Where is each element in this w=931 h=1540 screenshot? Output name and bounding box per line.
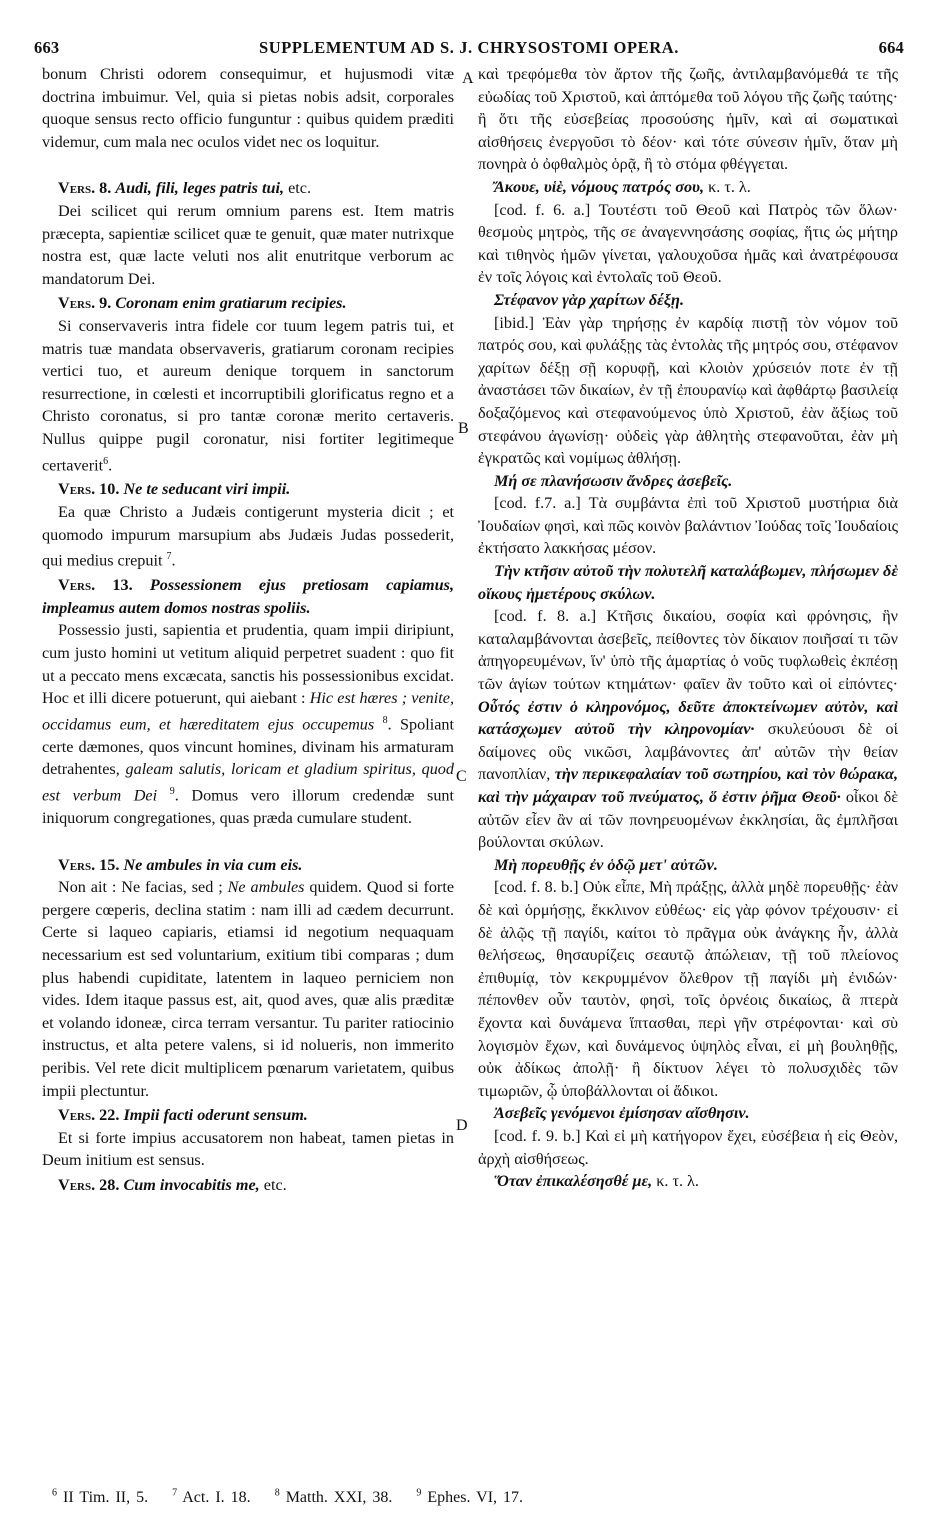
latin-paragraph: Et si forte impius accusatorem non habeat, tamen pietas in Deum initium est sensus.	[42, 1128, 454, 1170]
greek-paragraph: [cod. f. 8. a.] Κτῆσις δικαίου, σοφία καὶ φρόνησις, ἣν καταλαμβάνονται ἀσεβεῖς, πείθοντες τὸν δίκαιον ποιῆσαί τι τῶν ἀπηγορευμένων, ἵν' ὑπὸ τῆς ἁμαρτίας ὁ νοῦς τυφλωθεὶς ἐκπέσῃ τῶν ἁγίων τούτων κτημάτων· φαῖεν ἂν τοῦτο καὶ οἱ εἰπόντες· Οὗτός ἐστιν ὁ κληρονόμος, δεῦτε ἀποκτείνωμεν αὐτὸν, καὶ κατάσχωμεν αὐτοῦ τὴν κληρονομίαν· σκυλεύουσι δὲ οἱ δαίμονες οὓς νικῶσι, λαμβάνοντες ἀπ' αὐτῶν τὴν θείαν πανοπλίαν, τὴν περικεφαλαίαν τοῦ σωτηρίου, καὶ τὸν θώρακα, καὶ τὴν μάχαιραν τοῦ πνεύματος, ὅ ἐστιν ῥῆμα Θεοῦ· οἶκοι δὲ αὐτῶν εἶεν ἂν αἱ τῶν πονηρευομένων ἐκκλησίαι, ἃς ἐμπλῆσαι βούλονται σκύλων.	[478, 607, 899, 852]
latin-paragraph: Possessio justi, sapientia et prudentia, quam impii diripiunt, cum justo homini ut vetitum aliquid perpetret suadent : quo fit ut a peccato mens excæcata, sanctis his possessionibus excidat. Hoc et illi dicere potuerunt, qui aiebant : Hic est hæres ; venite, occidamus eum, et hæreditatem ejus occupemus $^8$. Spoliant certe dæmones, quos vincunt homines, divinam his armaturam detrahentes, galeam salutis, loricam et gladium spiritus, quod est verbum Dei $^9$. Domus vero illorum credendæ sunt iniquorum congregationes, quas præda cumulare student.	[42, 621, 455, 827]
greek-verse-heading-8: Ἄκουε, υἱὲ, νόμους πατρός σου, κ. τ. λ.	[494, 177, 751, 196]
footnote-ref: 9	[169, 785, 175, 797]
greek-verse-heading-13: Τὴν κτῆσιν αὐτοῦ τὴν πολυτελῆ καταλάβωμεν, πλήσωμεν δὲ οἴκους ἡμετέρους σκύλων.	[478, 562, 898, 603]
verse-heading-8: Vers. 8. Audi, fili, leges patris tui, etc.	[58, 179, 311, 198]
footnote-ref: 6	[103, 455, 109, 467]
verse-heading-9: Vers. 9. Coronam enim gratiarum recipies.	[58, 294, 347, 313]
verse-heading-22: Vers. 22. Impii facti oderunt sensum.	[58, 1106, 308, 1125]
footnote: $^6$ II Tim. II, 5.	[52, 1488, 149, 1507]
greek-paragraph: [ibid.] Ἐὰν γὰρ τηρήσῃς ἐν καρδίᾳ πιστῇ τὸν νόμον τοῦ πατρός σου, καὶ φυλάξῃς τὰς ἐντολὰς τῆς μητρός σου, στέφανον χαρίτων δέξῃ σῇ κορυφῇ, καὶ κλοιὸν χρύσειόν ποτε ἐν τῇ ἀναστάσει τῶν δικαίων, ἐν τῇ ἐπουρανίῳ καὶ ἀφθάρτῳ βασιλείᾳ δοξαζόμενος καὶ στεφανούμενος ὑπὸ Χριστοῦ, ἐὰν ἄξίως τοῦ στεφάνου ἀγωνίσῃ· οὐδεὶς γὰρ ἀθλητὴς στεφανοῦται, ἐὰν μὴ ἐγκρατῶς καὶ νομίμως ἀθλήσῃ.	[478, 313, 898, 468]
running-header	[34, 38, 904, 60]
footnote-ref: 7	[166, 551, 172, 563]
margin-marker-c: C	[456, 768, 467, 785]
greek-verse-heading-22: Ἀσεβεῖς γενόμενοι ἐμίσησαν αἴσθησιν.	[494, 1104, 750, 1123]
margin-marker-a: A	[462, 70, 474, 87]
verse-heading-28: Vers. 28. Cum invocabitis me, etc.	[58, 1175, 287, 1194]
footnote-ref: 8	[382, 714, 388, 726]
greek-paragraph: καὶ τρεφόμεθα τὸν ἄρτον τῆς ζωῆς, ἀντιλαμβανόμεθά τε τῆς εὐωδίας τοῦ Χριστοῦ, καὶ ἁπτόμεθα τοῦ λόγου τῆς ζωῆς ταύτης· ἢ ὅτι τῆς εὐσεβείας προσούσης ἡμῖν, καὶ αἱ σωματικαὶ αἰσθήσεις ἐνεργοῦσι τὸ δέον· καὶ τότε σύνεσιν ἡμῖν, ὅταν μὴ πονηρὰ ὁ ὀφθαλμὸς ὁρᾷ, ἢ τὸ στόμα φθέγγεται.	[478, 65, 898, 174]
latin-paragraph: Non ait : Ne facias, sed ; Ne ambules quidem. Quod si forte pergere cœperis, declina statim : nam illi ad cædem decurrunt. Certe si laqueo capiaris, etiamsi id negotium nequaquam necessarium est sed voluntarium, exitium tibi comparas ; dum plus habendi cupiditate, latentem in laqueo perniciem non vides. Idem itaque passus est, ait, quod aves, quæ alis præditæ et volando idoneæ, circa terram versantur. Tu pariter ratiocinio instructus, et alta petere valens, si id nolueris, non immerito peribis. Vel rete dicit multiplicem pœnarum varietatem, quibus impii plectuntur.	[42, 878, 455, 1100]
latin-paragraph: Ea quæ Christo a Judæis contigerunt mysteria dicit ; et quomodo impurum marsupium abs Judæis Judas possederit, qui medius crepuit $^7$.	[42, 503, 454, 570]
greek-paragraph: [cod. f. 9. b.] Καὶ εἰ μὴ κατήγορον ἔχει, εὐσέβεια ἡ εἰς Θεὸν, ἀρχὴ αἰσθήσεως.	[478, 1126, 898, 1168]
greek-paragraph: [cod. f. 6. a.] Τουτέστι τοῦ Θεοῦ καὶ Πατρὸς τῶν ὅλων· θεσμοὺς μητρὸς, τῆς σε ἀναγεννησάσης σοφίας, ἥτις ὡς μήτηρ καὶ τιθηνὸς ἡμῶν γίνεται, γαλουχοῦσα ἡμᾶς καὶ ἀνατρέφουσα ἐν τοῖς λόγοις καὶ ἐντολαῖς τοῦ Θεοῦ.	[478, 200, 899, 287]
footnotes	[52, 1488, 872, 1507]
codex-reference: [cod. f.7. a.]	[494, 494, 581, 513]
greek-paragraph: [cod. f. 8. b.] Οὐκ εἶπε, Μὴ πράξῃς, ἀλλὰ μηδὲ πορευθῇς· ἐὰν δὲ καὶ ὁρμήσῃς, ἔκκλινον εὐθέως· εἰς γὰρ φόνον τρέχουσιν· εἰ δὲ ἁλῷς τῇ παγίδι, καίτοι τὸ πρᾶγμα οὐκ ἀνάγκης ἦν, ἀλλὰ θελήσεως, θησαυρίζεις σεαυτῷ ἀπώλειαν, τῇ τοῦ πλείονος ἐπιθυμίᾳ, τὸν κεκρυμμένον ὄλεθρον τῇ παγίδι μὴ ἐνιδών· πέπονθεν οὖν ταυτὸν, φησὶ, τοῖς ὀρνέοις δικαίως, ἃ πτερὰ ἔχοντα καὶ δυνάμενα ἵπτασθαι, περὶ γῆν στρέφονται· καὶ σὺ λογισμὸν ἔχων, καὶ δυνάμενος ὑψηλὸς εἶναι, εἰ μὴ βουληθῇς, οὐκ ἀδίκως ἀπολῇ· ἢ δίκτυον λέγει τὸ πολυσχιδὲς τῶν τιμωριῶν, ᾧ ὑποβάλλονται οἱ ἄδικοι.	[478, 878, 899, 1100]
page-number-right: 664	[878, 38, 904, 57]
latin-paragraph: Si conservaveris intra fidele cor tuum legem patris tui, et matris tuæ mandata observaveris, gratiarum coronam recipies vertici tuo, et aureum denique torquem in sanctorum resurrectione, in cœlesti et incorruptibili glorificatus regno et a Christo coronatus, si pro tantæ coronæ merito certaveris. Nullus quippe pugil coronatur, nisi fortiter legitimeque certaverit$^6$.	[42, 316, 454, 474]
margin-marker-b: B	[458, 420, 469, 437]
margin-marker-d: D	[456, 1117, 468, 1134]
latin-paragraph: bonum Christi odorem consequimur, et hujusmodi vitæ doctrina imbuimur. Vel, quia si pietas nobis adsit, corporales quoque sensus recto officio funguntur : quibus quidem præditi videmur, cum mala nec oculos videt nec os loquitur.	[42, 65, 454, 151]
footnote: $^7$ Act. I. 18.	[172, 1488, 251, 1507]
latin-paragraph: Dei scilicet qui rerum omnium parens est. Item matris præcepta, sapientiæ scilicet quæ te genuit, quæ mater nutrixque nostra est, quæ lacte veluti nos alit enutritque verborum ac mandatorum Dei.	[42, 201, 454, 288]
verse-heading-10: Vers. 10. Ne te seducant viri impii.	[58, 480, 291, 499]
codex-reference: [cod. f. 6. a.]	[494, 200, 591, 219]
greek-column	[478, 63, 898, 1193]
verse-heading-15: Vers. 15. Ne ambules in via cum eis.	[58, 855, 303, 874]
page-number-left: 663	[34, 38, 60, 57]
greek-verse-heading-9: Στέφανον γὰρ χαρίτων δέξῃ.	[494, 290, 684, 309]
greek-verse-heading-10: Μή σε πλανήσωσιν ἄνδρες ἀσεβεῖς.	[494, 471, 733, 490]
footnote: $^9$ Ephes. VI, 17.	[416, 1488, 524, 1507]
greek-paragraph: [cod. f.7. a.] Τὰ συμβάντα ἐπὶ τοῦ Χριστοῦ μυστήρια διὰ Ἰουδαίων φησὶ, καὶ πῶς κοινὸν βαλάντιον Ἰούδας τοῖς Ἰουδαίοις ἐκτήσατο λακκήσας μέσον.	[478, 494, 898, 558]
footnote: $^8$ Matth. XXI, 38.	[274, 1488, 393, 1507]
codex-reference: [cod. f. 9. b.]	[494, 1126, 581, 1145]
codex-reference: [cod. f. 8. a.]	[494, 607, 597, 626]
codex-reference: [ibid.]	[494, 313, 535, 332]
verse-heading-13: Vers. 13. Possessionem ejus pretiosam capiamus, impleamus autem domos nostras spoliis.	[42, 576, 455, 617]
codex-reference: [cod. f. 8. b.]	[494, 878, 579, 897]
greek-verse-heading-28: Ὅταν ἐπικαλέσησθέ με, κ. τ. λ.	[494, 1172, 699, 1191]
latin-column	[42, 63, 454, 1196]
greek-verse-heading-15: Μὴ πορευθῇς ἐν ὁδῷ μετ' αὐτῶν.	[494, 855, 718, 874]
running-head-title: SUPPLEMENTUM AD S. J. CHRYSOSTOMI OPERA.	[258, 38, 680, 57]
